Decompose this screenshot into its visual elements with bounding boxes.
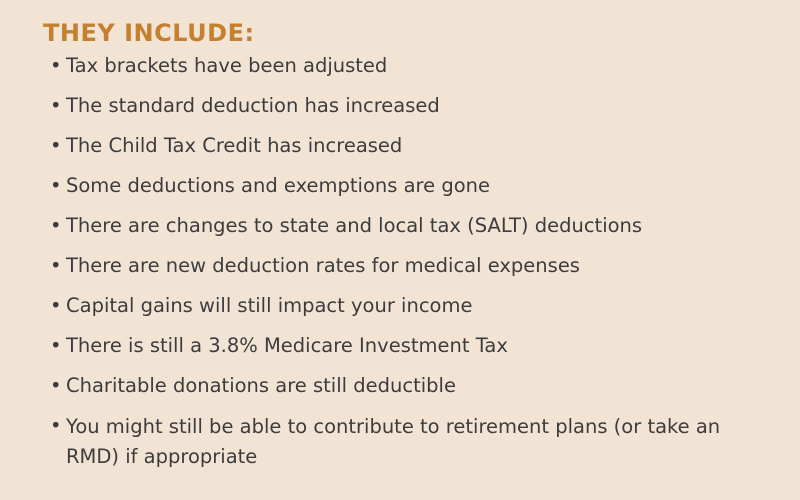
list-item-text: The standard deduction has increased bbox=[66, 94, 440, 117]
list-item-text: There is still a 3.8% Medicare Investment Tax bbox=[66, 334, 508, 357]
section-heading: THEY INCLUDE: bbox=[43, 19, 255, 47]
list-item bbox=[48, 412, 768, 472]
list-item-text: Charitable donations are still deductible bbox=[66, 374, 456, 397]
list-item-text: There are new deduction rates for medical expenses bbox=[66, 254, 580, 277]
list-item bbox=[48, 332, 768, 360]
changes-list bbox=[48, 52, 768, 472]
list-item bbox=[48, 92, 768, 120]
list-item-text: You might still be able to contribute to retirement plans (or take an RMD) if appropriate bbox=[66, 415, 721, 468]
bullet-icon: • bbox=[50, 54, 62, 77]
list-item-text: Some deductions and exemptions are gone bbox=[66, 174, 491, 197]
list-item-text: Tax brackets have been adjusted bbox=[66, 54, 388, 77]
list-item bbox=[48, 372, 768, 400]
list-item bbox=[48, 292, 768, 320]
list-item-text: Capital gains will still impact your income bbox=[66, 294, 473, 317]
list-item bbox=[48, 132, 768, 160]
list-item bbox=[48, 252, 768, 280]
list-item-text: The Child Tax Credit has increased bbox=[66, 134, 403, 157]
bullet-icon: • bbox=[50, 214, 62, 237]
bullet-icon: • bbox=[50, 174, 62, 197]
list-item-text: There are changes to state and local tax (SALT) deductions bbox=[66, 214, 643, 237]
list-item bbox=[48, 212, 768, 240]
bullet-icon: • bbox=[50, 414, 62, 437]
list-item bbox=[48, 52, 768, 80]
bullet-icon: • bbox=[50, 374, 62, 397]
bullet-icon: • bbox=[50, 294, 62, 317]
bullet-icon: • bbox=[50, 94, 62, 117]
bullet-icon: • bbox=[50, 254, 62, 277]
bullet-icon: • bbox=[50, 134, 62, 157]
list-item bbox=[48, 172, 768, 200]
bullet-icon: • bbox=[50, 334, 62, 357]
